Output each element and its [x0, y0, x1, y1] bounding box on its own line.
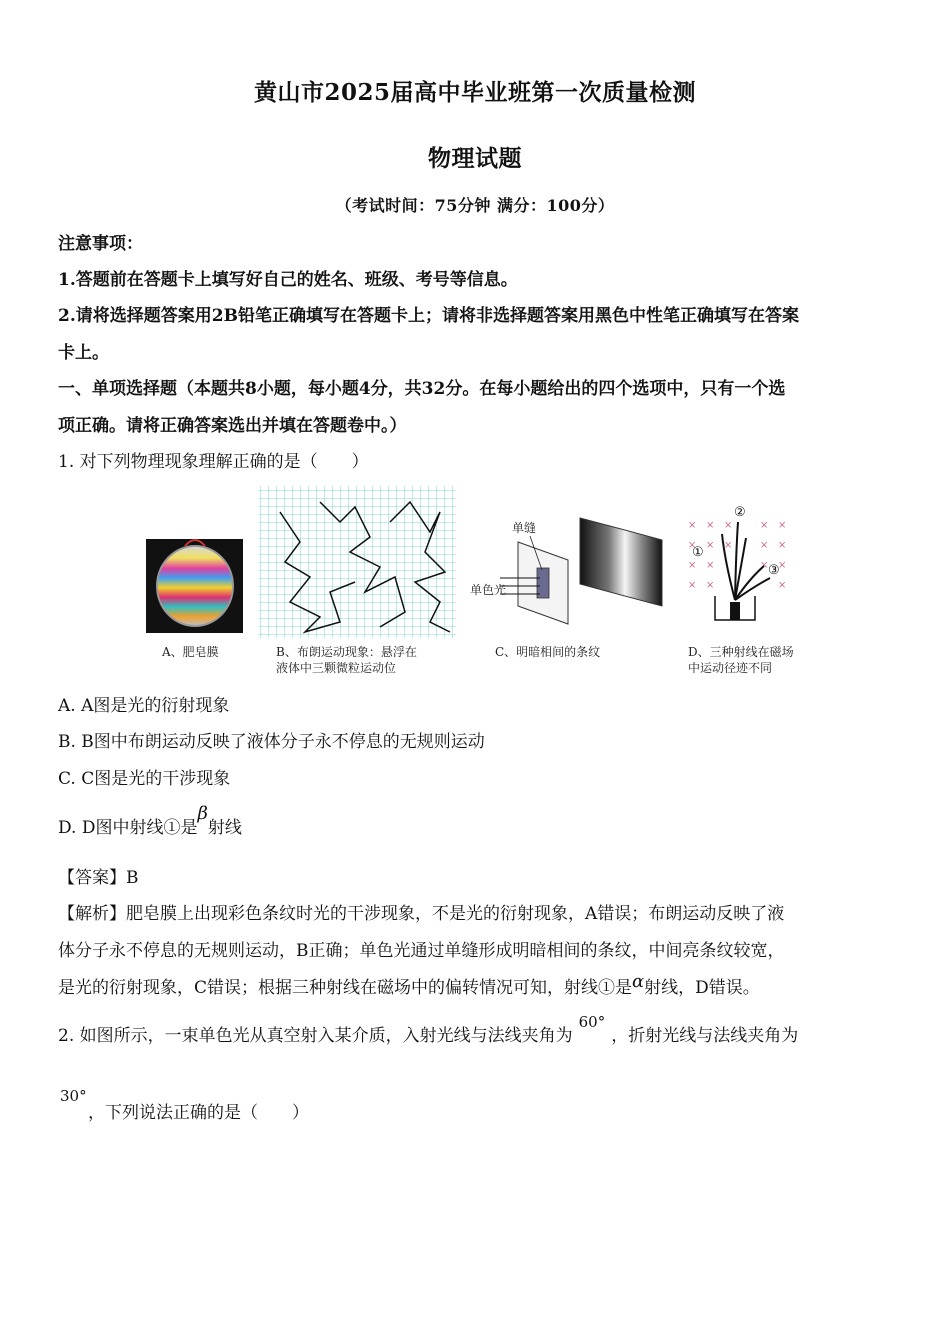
caption-d-line-2: 中运动径迹不同	[688, 661, 773, 675]
mono-light-label: 单色光	[470, 583, 507, 597]
question-2-stem-line-1	[58, 1013, 898, 1048]
notes-item-1: 1.答题前在答题卡上填写好自己的姓名、班级、考号等信息。	[58, 270, 518, 290]
caption-b-line-1: B、布朗运动现象：悬浮在	[276, 645, 417, 659]
single-slit-diagram	[470, 518, 662, 624]
exam-info: （考试时间：75分钟 满分：100分）	[335, 196, 615, 215]
svg-text:×: ×	[778, 540, 787, 551]
question-1-analysis-line-2: 体分子永不停息的无规则运动，B正确；单色光通过单缝形成明暗相间的条纹，中间亮条纹较宽，	[58, 941, 785, 961]
notes-heading: 注意事项：	[58, 234, 143, 254]
q2-stem-prefix: 2. 如图所示，一束单色光从真空射入某介质，入射光线与法线夹角为	[58, 1026, 573, 1046]
angle-30: 30°	[60, 1087, 87, 1105]
section-1-heading-line-1: 一、单项选择题（本题共8小题，每小题4分，共32分。在每小题给出的四个选项中，只有一个选	[58, 379, 786, 399]
svg-text:×: ×	[706, 560, 715, 571]
question-1-option-c: C. C图是光的干涉现象	[58, 769, 231, 789]
brownian-motion-image	[258, 486, 456, 638]
q2-stem-suffix: ，折射光线与法线夹角为	[611, 1026, 799, 1046]
ray-label-3: ③	[768, 563, 780, 578]
caption-a: A、肥皂膜	[162, 645, 219, 659]
alpha-symbol: α	[632, 971, 645, 992]
option-d-suffix: 射线	[207, 818, 242, 838]
notes-item-2-line-2: 卡上。	[58, 343, 109, 363]
question-1-analysis-line-3	[58, 971, 898, 1000]
caption-c: C、明暗相间的条纹	[495, 645, 601, 659]
svg-text:×: ×	[724, 540, 733, 551]
svg-text:×: ×	[706, 580, 715, 591]
svg-text:×: ×	[760, 540, 769, 551]
svg-text:×: ×	[778, 560, 787, 571]
soap-film-image	[146, 539, 243, 633]
question-1-option-a: A. A图是光的衍射现象	[58, 696, 230, 716]
angle-60: 60°	[578, 1013, 606, 1031]
question-1-stem: 1. 对下列物理现象理解正确的是（ ）	[58, 452, 369, 472]
svg-text:×: ×	[688, 520, 697, 531]
question-1-option-b: B. B图中布朗运动反映了液体分子永不停息的无规则运动	[58, 732, 485, 752]
ray-label-1: ①	[692, 545, 704, 560]
analysis-line-3-suffix: 射线，D错误。	[644, 978, 760, 998]
exam-title: 黄山市2025届高中毕业班第一次质量检测	[253, 79, 696, 106]
svg-text:×: ×	[724, 520, 733, 531]
question-1-option-d	[58, 803, 898, 840]
svg-text:×: ×	[706, 540, 715, 551]
subject-title: 物理试题	[428, 145, 522, 172]
notes-item-2-line-1: 2.请将选择题答案用2B铅笔正确填写在答题卡上；请将非选择题答案用黑色中性笔正确填写在答案	[58, 306, 799, 326]
question-1-answer: 【答案】B	[58, 868, 139, 888]
slit-label: 单缝	[512, 521, 537, 535]
question-2-stem-line-2: ，下列说法正确的是（ ）	[88, 1103, 309, 1123]
section-1-heading-line-2: 项正确。请将正确答案选出并填在答题卷中。）	[58, 416, 407, 436]
svg-text:×: ×	[688, 580, 697, 591]
radiation-magnetic-field-diagram	[688, 505, 786, 620]
svg-text:×: ×	[688, 540, 697, 551]
svg-text:×: ×	[706, 520, 715, 531]
svg-text:×: ×	[760, 560, 769, 571]
ray-label-2: ②	[734, 505, 746, 520]
option-d-prefix: D. D图中射线①是	[58, 818, 198, 838]
beta-symbol: β	[197, 803, 208, 824]
svg-text:×: ×	[760, 520, 769, 531]
caption-d-line-1: D、三种射线在磁场	[688, 645, 794, 659]
caption-b-line-2: 液体中三颗微粒运动位	[276, 661, 397, 675]
svg-text:×: ×	[778, 520, 787, 531]
question-1-analysis-line-1: 【解析】肥皂膜上出现彩色条纹时光的干涉现象，不是光的衍射现象，A错误；布朗运动反映了液	[58, 904, 785, 924]
svg-text:×: ×	[778, 580, 787, 591]
analysis-line-3-prefix: 是光的衍射现象，C错误；根据三种射线在磁场中的偏转情况可知，射线①是	[58, 978, 633, 998]
svg-text:×: ×	[688, 560, 697, 571]
